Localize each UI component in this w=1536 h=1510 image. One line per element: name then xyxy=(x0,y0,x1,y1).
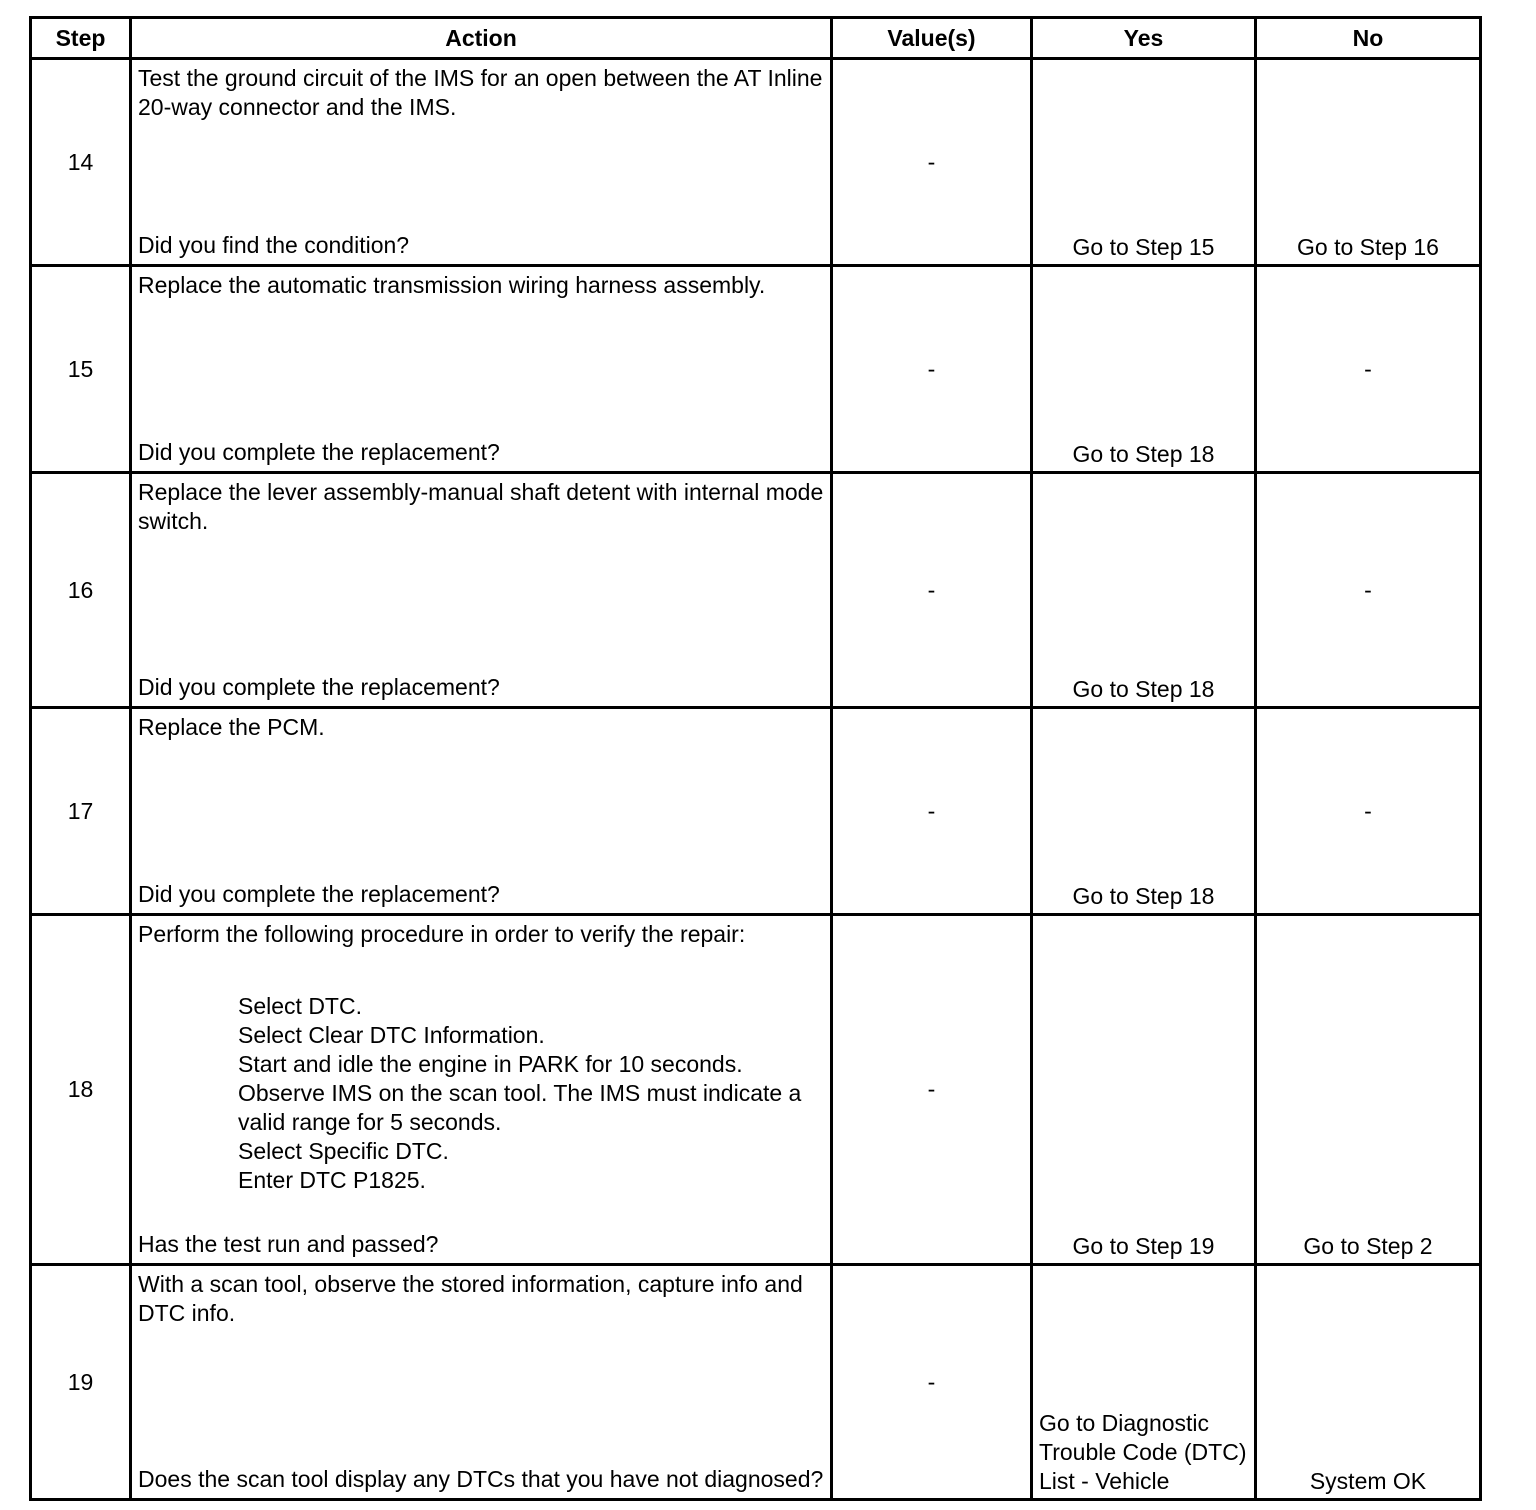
header-step: Step xyxy=(31,18,131,59)
step-number: 15 xyxy=(31,266,131,473)
procedure-item: Select Specific DTC. xyxy=(238,1138,449,1164)
action-text: Perform the following procedure in order to verify the repair: xyxy=(138,921,746,947)
action-question: Does the scan tool display any DTCs that you have not diagnosed? xyxy=(138,1466,824,1492)
step-number: 17 xyxy=(31,708,131,915)
no-link[interactable]: Go to Step 16 xyxy=(1256,59,1481,266)
value-cell: - xyxy=(832,59,1032,266)
action-question: Did you complete the replacement? xyxy=(138,881,500,907)
step-number: 19 xyxy=(31,1265,131,1500)
action-question: Did you complete the replacement? xyxy=(138,439,500,465)
table-row xyxy=(31,266,1481,473)
procedure-item: Enter DTC P1825. xyxy=(238,1167,426,1193)
yes-link[interactable]: Go to Step 18 xyxy=(1032,473,1256,708)
procedure-list xyxy=(238,992,824,1195)
table-row xyxy=(31,59,1481,266)
action-text: Replace the automatic transmission wiring harness assembly. xyxy=(138,272,766,298)
no-cell: System OK xyxy=(1256,1265,1481,1500)
action-cell xyxy=(131,915,832,1265)
yes-link[interactable]: Go to Step 15 xyxy=(1032,59,1256,266)
action-question: Did you find the condition? xyxy=(138,232,410,258)
table-row xyxy=(31,915,1481,1265)
action-text: Replace the lever assembly-manual shaft detent with internal mode switch. xyxy=(138,479,824,534)
yes-link[interactable]: Go to Step 18 xyxy=(1032,266,1256,473)
action-cell xyxy=(131,1265,832,1500)
step-number: 18 xyxy=(31,915,131,1265)
value-cell: - xyxy=(832,473,1032,708)
table-row xyxy=(31,1265,1481,1500)
procedure-item: Select Clear DTC Information. xyxy=(238,1022,545,1048)
action-cell xyxy=(131,59,832,266)
value-cell: - xyxy=(832,1265,1032,1500)
no-cell: - xyxy=(1256,473,1481,708)
no-link[interactable]: Go to Step 2 xyxy=(1256,915,1481,1265)
value-cell: - xyxy=(832,915,1032,1265)
procedure-item: Observe IMS on the scan tool. The IMS must indicate a valid range for 5 seconds. xyxy=(238,1080,802,1135)
header-no: No xyxy=(1256,18,1481,59)
step-number: 16 xyxy=(31,473,131,708)
diagnostic-table xyxy=(29,16,1482,1501)
header-row xyxy=(31,18,1481,59)
yes-link[interactable]: Go to Diagnostic Trouble Code (DTC) List - Vehicle xyxy=(1032,1265,1256,1500)
action-cell xyxy=(131,473,832,708)
action-text: Test the ground circuit of the IMS for an open between the AT Inline 20-way connector and the IMS. xyxy=(138,65,823,120)
header-action: Action xyxy=(131,18,832,59)
table-row xyxy=(31,708,1481,915)
value-cell: - xyxy=(832,266,1032,473)
action-cell xyxy=(131,708,832,915)
action-question: Has the test run and passed? xyxy=(138,1231,439,1257)
action-cell xyxy=(131,266,832,473)
yes-link[interactable]: Go to Step 19 xyxy=(1032,915,1256,1265)
procedure-item: Select DTC. xyxy=(238,993,362,1019)
value-cell: - xyxy=(832,708,1032,915)
action-text: With a scan tool, observe the stored information, capture info and DTC info. xyxy=(138,1271,803,1326)
no-cell: - xyxy=(1256,266,1481,473)
no-cell: - xyxy=(1256,708,1481,915)
procedure-item: Start and idle the engine in PARK for 10 seconds. xyxy=(238,1051,743,1077)
header-values: Value(s) xyxy=(832,18,1032,59)
step-number: 14 xyxy=(31,59,131,266)
table-row xyxy=(31,473,1481,708)
header-yes: Yes xyxy=(1032,18,1256,59)
action-text: Replace the PCM. xyxy=(138,714,325,740)
yes-link[interactable]: Go to Step 18 xyxy=(1032,708,1256,915)
action-question: Did you complete the replacement? xyxy=(138,674,500,700)
